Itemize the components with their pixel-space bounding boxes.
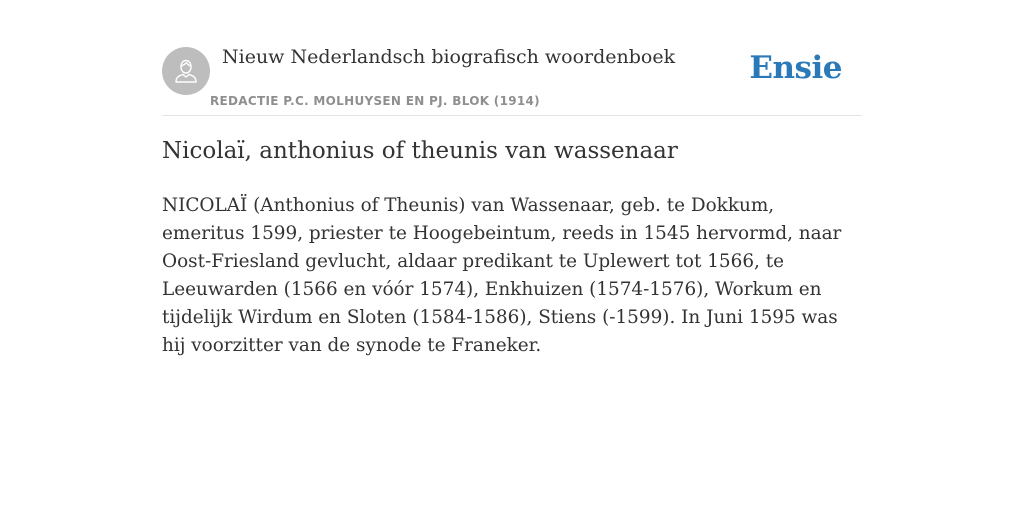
book-header [162, 44, 862, 116]
entry-title: Nicolaï, anthonius of theunis van wassenaar [162, 138, 678, 164]
user-avatar-icon[interactable] [162, 47, 210, 95]
entry-body: NICOLAÏ (Anthonius of Theunis) van Wassenaar, geb. te Dokkum, emeritus 1599, priester te Hoogebeintum, reeds in 1545 hervormd, naar Oost-Friesland gevlucht, aldaar predikant te Uplewert tot 1566, te Leeuwarden (1566 en vóór 1574), Enkhuizen (1574-1576), Workum en tijdelijk Wirdum en Sloten (1584-1586), Stiens (-1599). In Juni 1595 was hij voorzitter van de synode te Franeker. [162, 195, 842, 356]
book-editors: REDACTIE P.C. MOLHUYSEN EN PJ. BLOK (1914) [210, 94, 540, 108]
book-title[interactable]: Nieuw Nederlandsch biografisch woordenboek [222, 46, 676, 68]
user-silhouette-icon [171, 56, 201, 86]
ensie-logo[interactable]: Ensie [749, 50, 842, 86]
